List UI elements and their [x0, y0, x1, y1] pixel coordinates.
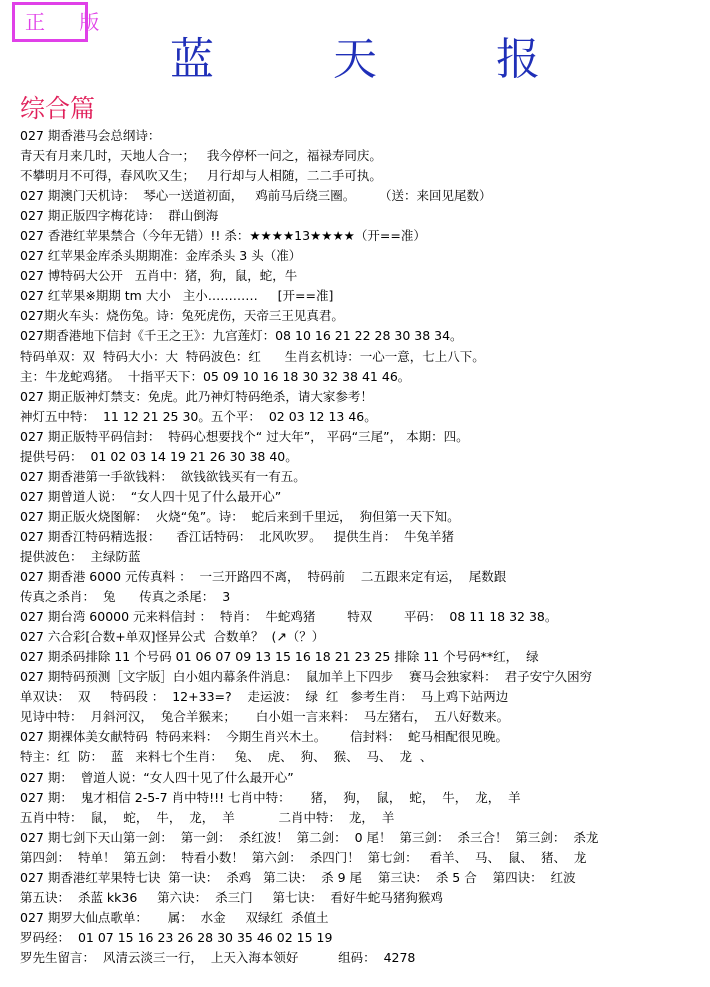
- text-line: 027 期香港第一手欲钱料： 欲钱欲钱买有一有五。: [20, 468, 306, 484]
- text-line: 027 期正版火烧图解： 火烧“兔”。诗： 蛇后来到千里远， 狗但第一天下知。: [20, 508, 460, 524]
- text-line: 027 期香港 6000 元传真料 ： 一三开路四不离， 特码前 二五跟来定有运， 尾数跟: [20, 569, 507, 585]
- text-line: 罗先生留言： 风清云淡三一行， 上天入海本领好 组码： 4278: [20, 949, 416, 965]
- section-heading: 综合篇: [20, 94, 96, 123]
- text-line: 027 期澳门天机诗： 琴心一送道初面， 鸡前马后绕三圈。 （送：来回见尾数）: [20, 188, 492, 204]
- title-char-3: 报: [496, 34, 540, 85]
- text-line: 027 香港红苹果禁合（今年无错）!! 杀：★★★★13★★★★（开==准）: [20, 228, 426, 244]
- newspaper-title: [0, 30, 710, 90]
- text-line: 027 期特码预测［文字版］白小姐内幕条件消息： 鼠加羊上下四步 赛马会独家料： 君子安宁久困穷: [20, 669, 593, 685]
- text-line: 第四剑： 特单！ 第五剑： 特看小数！ 第六剑： 杀四门！ 第七剑： 看羊、 马、 鼠、 猪、 龙: [20, 849, 587, 865]
- text-line: 027 期香港红苹果特七诀 第一诀： 杀鸡 第二诀： 杀 9 尾 第三诀： 杀 5 合 第四诀： 红波: [20, 869, 576, 885]
- content-lines: [20, 126, 704, 968]
- text-line: 027 期杀码排除 11 个号码 01 06 07 09 13 15 16 18 21 23 25 排除 11 个号码**红， 绿: [20, 649, 539, 665]
- text-line: 027 期正版特平码信封： 特码心想要找个“ 过大年”， 平码“三尾”， 本期：四。: [20, 428, 469, 444]
- text-line: 第五诀： 杀蓝 kk36 第六诀： 杀三门 第七诀： 看好牛蛇马猪狗猴鸡: [20, 889, 443, 905]
- text-line: 不攀明月不可得，春风吹又生； 月行却与人相随，二二手可执。: [20, 168, 382, 184]
- text-line: 见诗中特： 月斜河汉， 兔合羊猴来； 白小姐一言来料： 马左猪右， 五八好数来。: [20, 709, 510, 725]
- text-line: 027期火车头：烧伤兔。诗：兔死虎伤，天帝三王见真君。: [20, 308, 344, 324]
- title-char-2: 天: [333, 34, 377, 85]
- text-line: 神灯五中特： 11 12 21 25 30。五个平： 02 03 12 13 46。: [20, 408, 377, 424]
- text-line: 特主：红 防： 蓝 来料七个生肖： 兔、 虎、 狗、 猴、 马、 龙 、: [20, 749, 433, 765]
- text-line: 027 期： 鬼才相信 2-5-7 肖中特!!! 七肖中特： 猪， 狗， 鼠， 蛇， 牛， 龙， 羊: [20, 789, 521, 805]
- text-line: 提供号码： 01 02 03 14 19 21 26 30 38 40。: [20, 448, 298, 464]
- text-line: 单双诀： 双 特码段 ： 12+33=? 走运波： 绿 红 参考生肖： 马上鸡下站两边: [20, 689, 509, 705]
- text-line: 027 期正版四字梅花诗： 群山倒海: [20, 208, 219, 224]
- text-line: 027 六合彩[合数+单双]怪异公式 合数单？ (↗（？）: [20, 629, 325, 645]
- text-line: 027 期七剑下天山第一剑： 第一剑： 杀红波！ 第二剑： 0 尾！ 第三剑： 杀三合！ 第三剑： 杀龙: [20, 829, 599, 845]
- text-line: 027 红苹果※期期 tm 大小 主小………… [开==准]: [20, 288, 334, 304]
- text-line: 五肖中特： 鼠， 蛇， 牛， 龙， 羊 二肖中特： 龙， 羊: [20, 809, 395, 825]
- text-line: 027 期台湾 60000 元来料信封 ： 特肖： 牛蛇鸡猪 特双 平码： 08 11 18 32 38。: [20, 609, 558, 625]
- text-line: 主：牛龙蛇鸡猪。 十指平天下：05 09 10 16 18 30 32 38 41 46。: [20, 368, 411, 384]
- title-char-1: 蓝: [170, 34, 214, 85]
- text-line: 027 红苹果金库杀头期期准：金库杀头 3 头（准）: [20, 248, 302, 264]
- text-line: 青天有月来几时，天地人合一； 我今停杯一问之，福禄寿同庆。: [20, 148, 382, 164]
- text-line: 027 期裸体美女献特码 特码来料： 今期生肖兴木土。 信封料： 蛇马相配很见晚。: [20, 729, 509, 745]
- text-line: 027 期正版神灯禁支：免虎。此乃神灯特码绝杀，请大家参考！: [20, 388, 373, 404]
- text-line: 027 期罗大仙点歌单： 属： 水金 双绿红 杀值土: [20, 909, 329, 925]
- text-line: 传真之杀肖： 兔 传真之杀尾： 3: [20, 589, 231, 605]
- text-line: 提供波色： 主绿防蓝: [20, 548, 141, 564]
- authentic-edition-badge: 正 版: [12, 2, 88, 42]
- text-line: 特码单双：双 特码大小：大 特码波色：红 生肖玄机诗：一心一意，七上八下。: [20, 348, 485, 364]
- text-line: 027 博特码大公开 五肖中：猪，狗，鼠，蛇，牛: [20, 268, 298, 284]
- text-line: 027 期香港马会总纲诗：: [20, 128, 161, 143]
- text-line: 027 期曾道人说： “女人四十见了什么最开心”: [20, 488, 282, 504]
- text-line: 027 期香江特码精选报： 香江话特码： 北风吹罗。 提供生肖： 牛兔羊猪: [20, 528, 455, 544]
- text-line: 罗码经： 01 07 15 16 23 26 28 30 35 46 02 15 19: [20, 929, 333, 945]
- text-line: 027 期： 曾道人说：“女人四十见了什么最开心”: [20, 769, 294, 785]
- text-line: 027期香港地下信封《千王之王》：九宫莲灯：08 10 16 21 22 28 30 38 34。: [20, 328, 463, 344]
